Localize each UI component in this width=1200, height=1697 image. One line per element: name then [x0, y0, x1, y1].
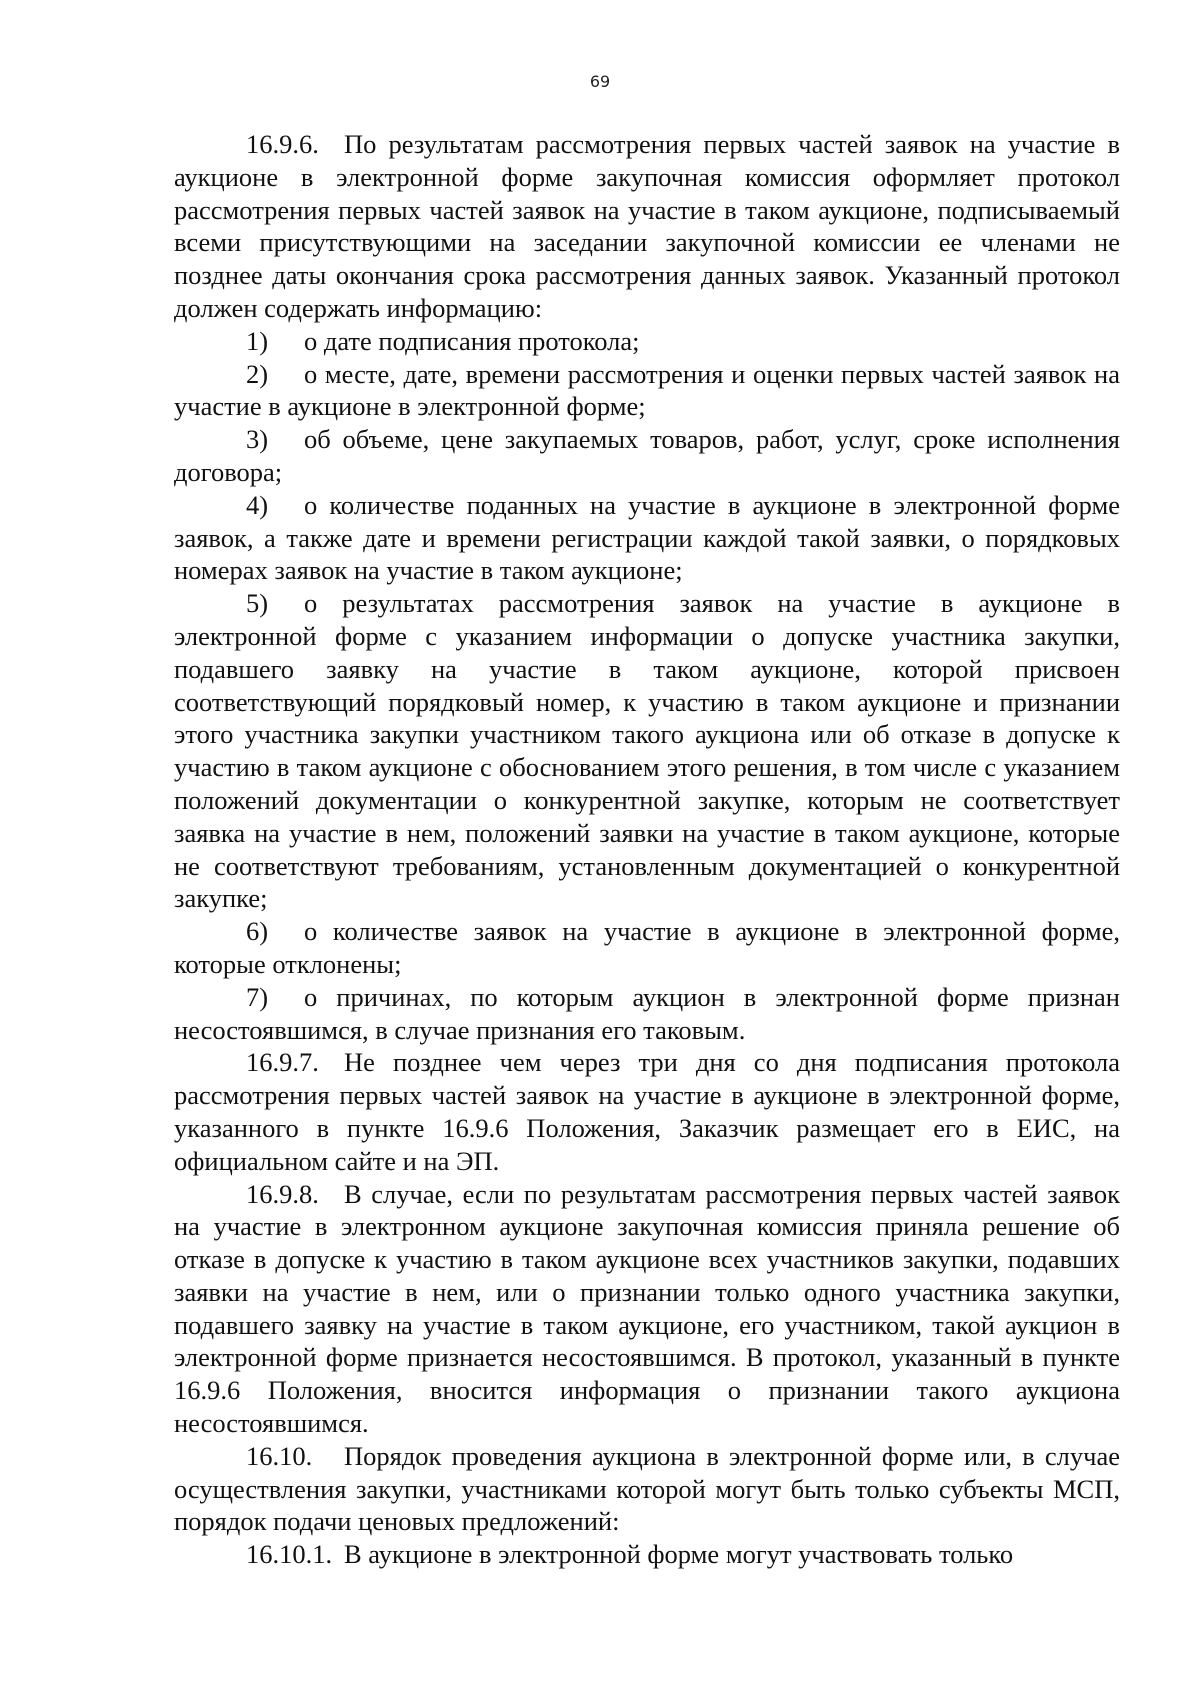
- item-number: 3): [246, 424, 269, 455]
- item-number: 5): [246, 588, 269, 619]
- clause-number: 16.10.1.: [246, 1539, 333, 1570]
- list-item-1: [174, 325, 1120, 358]
- clause-text: В случае, если по результатам рассмотрения первых частей заявок на участие в электронном аукционе закупочная комиссия приняла решение об отказе в допуске к участию в таком аукционе всех участников закупки, подавших заявки на участие в нем, или о признании только одного участника закупки, подавшего заявку на участие в таком аукционе, его участником, такой аукцион в электронной форме признается несостоявшимся. В протокол, указанный в пункте 16.9.6 Положения, вносится информация о признании такого аукциона несостоявшимся.: [174, 1178, 1120, 1439]
- item-number: 6): [246, 916, 269, 947]
- item-text: о количестве заявок на участие в аукционе в электронной форме, которые отклонены;: [174, 916, 1120, 979]
- item-text: о месте, дате, времени рассмотрения и оценки первых частей заявок на участие в аукционе в электронной форме;: [174, 358, 1120, 422]
- clause-number: 16.10.: [246, 1440, 313, 1471]
- item-number: 4): [246, 489, 269, 520]
- item-text: о количестве поданных на участие в аукционе в электронной форме заявок, а также дате и времени регистрации каждой такой заявки, о порядковых номерах заявок на участие в таком аукционе;: [174, 489, 1120, 586]
- list-item-5: [174, 587, 1120, 915]
- clause-text: Не позднее чем через три дня со дня подписания протокола рассмотрения первых частей заявок на участие в аукционе в электронной форме, указанного в пункте 16.9.6 Положения, Заказчик размещает его в ЕИС, на официальном сайте и на ЭП.: [174, 1047, 1120, 1176]
- item-number: 2): [246, 358, 269, 389]
- list-item-4: [174, 489, 1120, 587]
- item-number: 1): [246, 325, 269, 356]
- clause-text: В аукционе в электронной форме могут участвовать только: [344, 1539, 1014, 1570]
- document-body: [174, 128, 1120, 1571]
- clause-16-9-7: [174, 1046, 1120, 1177]
- clause-16-9-6: [174, 128, 1120, 325]
- clause-16-10-1: [174, 1538, 1120, 1571]
- clause-16-9-8: [174, 1178, 1120, 1440]
- item-text: о дате подписания протокола;: [304, 325, 640, 356]
- clause-text: По результатам рассмотрения первых частей заявок на участие в аукционе в электронной форме закупочная комиссия оформляет протокол рассмотрения первых частей заявок на участие в таком аукционе, подписываемый всеми присутствующими на заседании закупочной комиссии ее членами не позднее даты окончания срока рассмотрения данных заявок. Указанный протокол должен содержать информацию:: [174, 129, 1120, 323]
- clause-16-10: [174, 1440, 1120, 1538]
- clause-number: 16.9.8.: [246, 1178, 319, 1209]
- list-item-6: [174, 915, 1120, 981]
- clause-text: Порядок проведения аукциона в электронной форме или, в случае осуществления закупки, участниками которой могут быть только субъекты МСП, порядок подачи ценовых предложений:: [174, 1440, 1120, 1537]
- clause-number: 16.9.7.: [246, 1047, 319, 1078]
- item-number: 7): [246, 981, 269, 1012]
- page-number: 69: [589, 72, 611, 91]
- list-item-2: [174, 358, 1120, 424]
- item-text: о причинах, по которым аукцион в электронной форме признан несостоявшимся, в случае признания его таковым.: [174, 981, 1120, 1045]
- list-item-7: [174, 981, 1120, 1047]
- list-item-3: [174, 423, 1120, 489]
- item-text: о результатах рассмотрения заявок на участие в аукционе в электронной форме с указанием информации о допуске участника закупки, подавшего заявку на участие в таком аукционе, которой присвоен соответствующий порядковый номер, к участию в таком аукционе и признании этого участника закупки участником такого аукциона или об отказе в допуске к участию в таком аукционе с обоснованием этого решения, в том числе с указанием положений документации о конкурентной закупке, которым не соответствует заявка на участие в нем, положений заявки на участие в таком аукционе, которые не соответствуют требованиям, установленным документацией о конкурентной закупке;: [174, 588, 1120, 914]
- item-text: об объеме, цене закупаемых товаров, работ, услуг, сроке исполнения договора;: [174, 424, 1120, 487]
- clause-number: 16.9.6.: [246, 129, 319, 159]
